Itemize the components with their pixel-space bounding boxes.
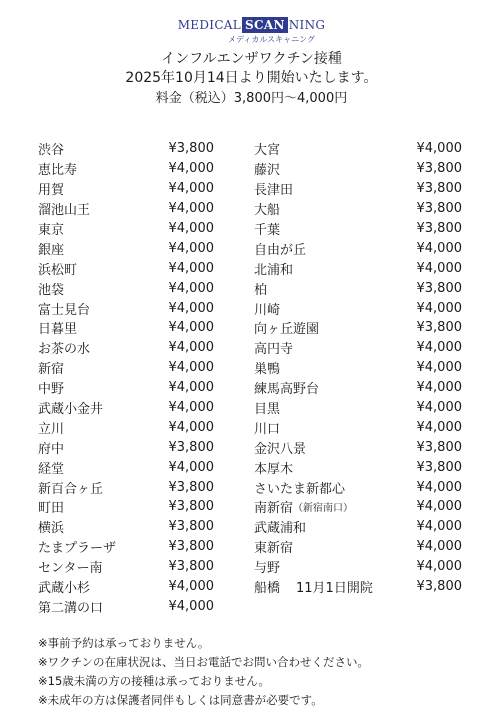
clinic-row (254, 159, 462, 179)
clinic-price: ¥3,800 (168, 539, 214, 555)
clinic-name-group (38, 179, 64, 198)
notes (38, 634, 488, 710)
clinic-name: 高円寺 (254, 342, 294, 358)
clinic-price: ¥4,000 (416, 240, 462, 256)
clinic-note: （新宿南口） (293, 503, 354, 515)
clinic-row (254, 179, 462, 199)
clinic-name-group (254, 418, 280, 437)
clinic-row (254, 378, 462, 398)
clinic-price: ¥4,000 (416, 260, 462, 276)
clinic-name-group (38, 378, 64, 397)
clinic-price: ¥4,000 (168, 340, 214, 356)
clinic-name-group (38, 517, 64, 536)
clinic-name: 経堂 (38, 461, 65, 477)
clinic-price: ¥4,000 (168, 221, 214, 236)
clinic-row (38, 378, 214, 398)
clinic-row (38, 577, 214, 597)
clinic-price: ¥3,800 (416, 459, 462, 475)
clinic-name: 新百合ヶ丘 (38, 481, 104, 497)
clinic-price: ¥4,000 (168, 280, 214, 296)
note-item: ※未成年の方は保護者同伴もしくは同意書が必要です。 (38, 693, 323, 707)
clinic-list-right (254, 139, 462, 596)
clinic-price: ¥4,000 (168, 380, 214, 396)
clinic-name-group (38, 338, 90, 357)
clinic-name: 日暮里 (38, 322, 78, 338)
clinic-name-group (38, 418, 64, 437)
clinic-name-group (38, 577, 90, 596)
clinic-name: 東新宿 (254, 541, 294, 557)
clinic-name: 大宮 (254, 143, 281, 159)
clinic-row (38, 298, 214, 318)
clinic-name: 北浦和 (254, 262, 294, 278)
clinic-name-group (254, 239, 306, 258)
clinic-price: ¥4,000 (416, 499, 462, 515)
clinic-price: ¥4,000 (416, 519, 462, 535)
clinic-name-group (38, 358, 64, 377)
clinic-price: ¥3,800 (168, 141, 214, 157)
clinic-name: 武蔵小金井 (38, 402, 104, 418)
clinic-price: ¥3,800 (416, 221, 462, 236)
clinic-row (254, 477, 462, 497)
clinic-name: 用賀 (38, 183, 65, 199)
clinic-price: ¥4,000 (168, 181, 214, 197)
clinic-row (38, 318, 214, 338)
clinic-name-group (38, 537, 116, 556)
clinic-row (254, 358, 462, 378)
clinic-name-group (38, 159, 77, 178)
clinic-row (254, 338, 462, 358)
clinic-name: 浜松町 (38, 262, 78, 278)
clinic-row (254, 437, 462, 457)
clinic-row (38, 557, 214, 577)
clinic-name: 武蔵浦和 (254, 521, 307, 537)
clinic-price: ¥3,800 (168, 519, 214, 535)
note-item: ※15歳未満の方の接種は承っておりません。 (38, 674, 270, 688)
clinic-row (38, 199, 214, 219)
clinic-row (254, 457, 462, 477)
clinic-name-group (254, 517, 306, 536)
clinic-name-group (254, 537, 293, 556)
clinic-name-group (254, 458, 293, 477)
clinic-name: 富士見台 (38, 302, 91, 318)
clinic-price: ¥3,800 (168, 439, 214, 455)
clinic-row (254, 577, 462, 597)
clinic-name: 立川 (38, 421, 65, 437)
clinic-name: 恵比寿 (38, 163, 78, 179)
clinic-price: ¥4,000 (416, 141, 462, 157)
clinic-name-group (254, 299, 280, 318)
clinic-name: 中野 (38, 382, 65, 398)
clinic-row (38, 358, 214, 378)
clinic-row (38, 278, 214, 298)
clinic-row (38, 457, 214, 477)
clinic-name-group (254, 398, 280, 417)
clinic-row (254, 417, 462, 437)
clinic-row (38, 258, 214, 278)
clinic-row (254, 537, 462, 557)
clinic-name: 東京 (38, 223, 65, 238)
clinic-name: 与野 (254, 561, 281, 577)
clinic-name: 千葉 (254, 223, 281, 238)
clinic-name-group (254, 338, 293, 357)
clinic-name: 柏 (254, 282, 268, 298)
clinic-name: 川崎 (254, 302, 281, 318)
clinic-name: 向ヶ丘遊園 (254, 322, 320, 338)
clinic-row (254, 258, 462, 278)
clinic-name-group (254, 219, 280, 238)
clinic-name: 第二溝の口 (38, 600, 104, 616)
clinic-price: ¥4,000 (168, 201, 214, 217)
clinic-price: ¥3,800 (416, 161, 462, 177)
clinic-row (254, 139, 462, 159)
clinic-name: 金沢八景 (254, 441, 307, 457)
clinic-price: ¥3,800 (416, 181, 462, 197)
clinic-name-group (254, 279, 267, 298)
clinic-name: お茶の水 (38, 342, 91, 358)
clinic-name: センター南 (38, 561, 103, 577)
clinic-name-group (254, 358, 280, 377)
clinic-price: ¥4,000 (416, 400, 462, 416)
header-price-range: 料金（税込）3,800円～4,000円 (155, 91, 348, 106)
clinic-name: 大船 (254, 203, 281, 219)
logo-text-post: NING (288, 18, 326, 32)
clinic-row (254, 398, 462, 418)
clinic-name-group (38, 557, 102, 576)
clinic-row (254, 318, 462, 338)
header (0, 50, 503, 109)
clinic-name-group (38, 478, 103, 497)
clinic-row (38, 179, 214, 199)
clinic-name: 自由が丘 (254, 242, 307, 258)
clinic-row (38, 159, 214, 179)
clinic-name-group (38, 458, 64, 477)
clinic-name: たまプラーザ (38, 541, 117, 557)
clinic-price: ¥4,000 (168, 161, 214, 177)
clinic-name: 府中 (38, 441, 65, 457)
clinic-row (38, 517, 214, 537)
clinic-name-group (38, 199, 90, 218)
clinic-price: ¥3,800 (416, 579, 462, 595)
clinic-price: ¥4,000 (168, 260, 214, 276)
clinic-row (254, 557, 462, 577)
clinic-row (254, 278, 462, 298)
clinic-row (38, 338, 214, 358)
clinic-name: 本厚木 (254, 461, 294, 477)
clinic-price: ¥4,000 (168, 400, 214, 416)
clinic-row (254, 199, 462, 219)
clinic-price: ¥3,800 (168, 499, 214, 515)
clinic-name-group (254, 557, 280, 576)
clinic-opening-date: 11月1日開院 (296, 581, 373, 597)
clinic-name-group (254, 497, 353, 516)
clinic-name-group (38, 597, 103, 616)
clinic-price: ¥4,000 (416, 419, 462, 435)
clinic-row (38, 417, 214, 437)
clinic-name-group (254, 378, 319, 397)
clinic-name: 銀座 (38, 242, 65, 258)
clinic-price: ¥4,000 (416, 479, 462, 495)
clinic-price: ¥4,000 (168, 360, 214, 376)
clinic-row (38, 139, 214, 159)
clinic-price: ¥4,000 (416, 300, 462, 316)
clinic-row (38, 398, 214, 418)
clinic-row (254, 497, 462, 517)
clinic-price: ¥4,000 (168, 300, 214, 316)
clinic-price: ¥4,000 (416, 340, 462, 356)
clinic-price: ¥3,800 (416, 439, 462, 455)
clinic-price: ¥3,800 (416, 201, 462, 217)
clinic-row (254, 517, 462, 537)
clinic-price: ¥4,000 (168, 598, 214, 614)
clinic-price: ¥3,800 (168, 559, 214, 575)
clinic-list-left (38, 139, 214, 616)
clinic-name: 藤沢 (254, 163, 281, 179)
clinic-name: 溜池山王 (38, 203, 91, 219)
clinic-price: ¥4,000 (416, 539, 462, 555)
clinic-price: ¥4,000 (168, 579, 214, 595)
clinic-name: 目黒 (254, 402, 281, 418)
clinic-row (254, 219, 462, 239)
logo-subtitle: メディカルスキャニング (228, 35, 315, 44)
clinic-row (254, 298, 462, 318)
clinic-price: ¥3,800 (168, 479, 214, 495)
clinic-row (38, 596, 214, 616)
clinic-row (38, 477, 214, 497)
clinic-row (38, 537, 214, 557)
clinic-name-group (254, 478, 345, 497)
clinic-name: 練馬高野台 (254, 382, 320, 398)
clinic-price: ¥4,000 (416, 360, 462, 376)
clinic-name: 巣鴨 (254, 362, 281, 378)
clinic-name: 渋谷 (38, 143, 65, 159)
clinic-name: 武蔵小杉 (38, 581, 91, 597)
header-start-date: 2025年10月14日より開始いたします。 (125, 70, 378, 86)
clinic-row (254, 238, 462, 258)
clinic-row (38, 497, 214, 517)
logo-text-pre: MEDICAL (177, 18, 242, 32)
clinic-name: 新宿 (38, 362, 65, 378)
clinic-name: 町田 (38, 501, 65, 517)
clinic-price: ¥4,000 (168, 240, 214, 256)
clinic-name-group (254, 259, 293, 278)
clinic-name: 南新宿 (254, 501, 294, 517)
clinic-name-group (254, 577, 373, 596)
clinic-name: 長津田 (254, 183, 294, 199)
clinic-price: ¥3,800 (416, 280, 462, 296)
clinic-name: 川口 (254, 421, 281, 437)
clinic-price: ¥4,000 (168, 320, 214, 336)
logo-text-box: SCAN (242, 17, 288, 33)
clinic-price: ¥3,800 (416, 320, 462, 336)
clinic-price: ¥4,000 (416, 380, 462, 396)
clinic-price: ¥4,000 (416, 559, 462, 575)
clinic-name-group (254, 139, 280, 158)
clinic-name-group (254, 318, 319, 337)
clinic-name: さいたま新都心 (254, 481, 346, 497)
clinic-name-group (38, 139, 64, 158)
note-item: ※ワクチンの在庫状況は、当日お電話でお問い合わせください。 (38, 655, 370, 669)
clinic-name-group (38, 239, 64, 258)
clinic-name-group (38, 299, 90, 318)
clinic-name-group (38, 438, 64, 457)
clinic-name-group (38, 279, 64, 298)
logo-wordmark (178, 17, 326, 33)
clinic-row (38, 437, 214, 457)
clinic-price: ¥4,000 (168, 419, 214, 435)
clinic-name-group (38, 497, 64, 516)
note-item: ※事前予約は承っておりません。 (38, 636, 210, 650)
clinic-name-group (38, 219, 64, 238)
clinic-price: ¥4,000 (168, 459, 214, 475)
clinic-name-group (254, 199, 280, 218)
clinic-name-group (254, 159, 280, 178)
header-title: インフルエンザワクチン接種 (161, 51, 342, 67)
clinic-row (38, 219, 214, 239)
clinic-name: 横浜 (38, 521, 65, 537)
clinic-name-group (38, 318, 77, 337)
clinic-name-group (38, 398, 103, 417)
logo (0, 14, 503, 45)
clinic-name-group (254, 438, 306, 457)
clinic-row (38, 238, 214, 258)
clinic-name-group (38, 259, 77, 278)
clinic-name: 船橋 (254, 581, 281, 597)
clinic-name: 池袋 (38, 282, 65, 298)
clinic-name-group (254, 179, 293, 198)
